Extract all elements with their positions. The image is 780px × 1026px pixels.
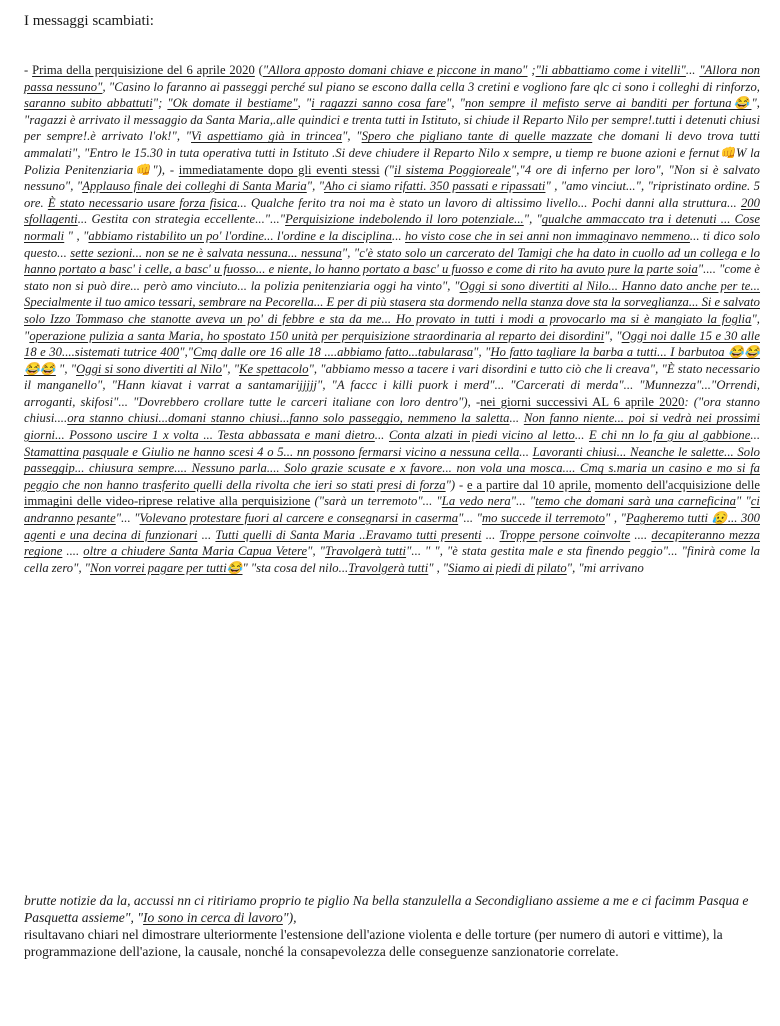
text-segment: Non vorrei pagare per tutti😂 bbox=[90, 560, 243, 575]
text-segment: ho visto cose che in sei anni non immaginavo nemmeno bbox=[405, 228, 690, 243]
text-segment: " , " bbox=[64, 228, 89, 243]
messages-paragraph bbox=[24, 62, 760, 576]
text-segment: sette sezioni... non se ne è salvata nessuna... nessuna bbox=[70, 245, 342, 260]
text-segment: abbiamo ristabilito un po' l'ordine... l'ordine e la disciplina bbox=[88, 228, 393, 243]
text-segment: "li abbattiamo come i vitelli" bbox=[535, 63, 686, 77]
text-segment: temo che domani sarà una carneficina bbox=[535, 494, 736, 509]
text-segment: , " bbox=[297, 96, 312, 111]
text-segment: ... bbox=[197, 527, 216, 542]
text-segment: Oggi noi dalle 15 e 30 alle 18 e 30....sistemati tutrice 400 bbox=[24, 328, 760, 360]
text-segment: Spero che pigliano tante di quelle mazzate bbox=[361, 129, 593, 144]
text-segment: Volevano protestare fuori al carcere e consegnarsi in caserma bbox=[139, 511, 459, 526]
text-segment: "... " bbox=[115, 511, 140, 526]
text-segment: ", " bbox=[473, 345, 491, 360]
text-segment: Vi aspettiamo già in trincea bbox=[191, 129, 343, 144]
text-segment: c'è stato solo un carcerato del Tamigi che ha dato in cuollo ad un collega e lo hanno portato a basc' i celle, a basc' u fuosso... e niente, lo hanno portato a basc' u fuosso e come di rito ha avuto pure la parte soia bbox=[24, 245, 760, 277]
text-segment: ... bbox=[574, 428, 590, 443]
text-segment: " , " bbox=[428, 560, 449, 575]
text-segment: Travolgerà tutti bbox=[325, 544, 407, 559]
text-segment: saranno subito abbattuti bbox=[24, 96, 153, 111]
text-segment: Io sono in cerca di lavoro bbox=[143, 910, 283, 925]
closing-paragraph bbox=[24, 892, 764, 960]
text-segment: ", " bbox=[523, 212, 542, 227]
text-segment: decapiteranno mezza regione bbox=[24, 527, 761, 559]
text-segment: "... " ", "è stata gestita male e sta finendo peggio"... "finirà come la cella zero", " bbox=[24, 544, 761, 575]
text-segment: ", " bbox=[306, 179, 325, 194]
text-segment: ", " bbox=[221, 361, 240, 376]
text-segment: Tutti quelli di Santa Maria ..Eravamo tutti presenti bbox=[215, 527, 482, 542]
text-segment: È stato necessario usare forza fisica bbox=[47, 195, 238, 210]
text-segment: ", " bbox=[446, 96, 466, 111]
text-segment: ... bbox=[481, 527, 500, 542]
text-segment: nei giorni successivi AL 6 aprile 2020 bbox=[480, 394, 685, 409]
text-segment: Travolgerà tutti bbox=[348, 560, 429, 575]
text-segment: .... bbox=[630, 527, 652, 542]
section-heading: I messaggi scambiati: bbox=[24, 13, 154, 29]
text-segment: ... bbox=[750, 428, 761, 443]
text-segment: "; bbox=[152, 96, 168, 111]
text-segment: momento dell'acquisizione delle immagini delle video-riprese relative alla perquisizione bbox=[24, 477, 761, 509]
text-segment: ... bbox=[392, 228, 406, 243]
text-segment: brutte notizie da la, accussi nn ci ritiriamo proprio te piglio Na bella stanzulella a Secondigliano assieme a me e ci facimm Pasqua e Pasquetta assieme", " bbox=[24, 893, 749, 925]
text-segment: ora stanno chiusi...domani stanno chiusi...fanno solo passeggio, nemmeno la saletta bbox=[67, 411, 510, 426]
text-segment: immediatamente dopo gli eventi stessi bbox=[178, 162, 380, 177]
text-segment: Siamo ai piedi di pilato bbox=[448, 560, 567, 575]
text-segment: Cmq dalle ore 16 alle 18 ....abbiamo fatto...tabularasa bbox=[193, 345, 474, 360]
text-segment: mo succede il terremoto bbox=[481, 511, 605, 526]
text-segment: ", "ragazzi è arrivato il messaggio da Santa Maria,.alle quindici e trenta tutti in Istituto, si chiude il Reparto Nilo per sempre!.tutti i detenuti chiusi per sempre!.è arrivato l'ok!", " bbox=[24, 96, 760, 144]
text-segment: che domani li devo trova tutti ammalati", "Entro le 15.30 in tuta operativa tutti in Istituto .Si deve chiudere il Reparto Nilo x sempre, u tiemp re buone azioni e fernut👊W la Polizia Penitenziaria👊"), - bbox=[24, 129, 760, 177]
text-segment: Lavoranti chiusi... Neanche le salette... Solo passeggip... chiusura sempre.... Nessuno parla.... Solo grazie scusate e x favore... non vola una mosca.... Cmq s.maria un casino e mo si fa peggio che non hanno trasferito quelli della rivolta che ieri so stati presi di forza bbox=[24, 444, 761, 492]
text-segment: " , " bbox=[605, 511, 626, 526]
text-segment: ... bbox=[519, 444, 533, 459]
text-segment: non sempre il mefisto serve ai banditi per fortuna😂 bbox=[465, 96, 752, 111]
text-segment: ( bbox=[254, 63, 263, 77]
text-segment: - bbox=[24, 63, 33, 77]
text-segment: "Allora non passa nessuno" bbox=[24, 63, 761, 94]
text-segment: ... Gestita con strategia eccellente..."..." bbox=[77, 212, 286, 227]
text-segment: i ragazzi sanno cosa fare bbox=[311, 96, 447, 111]
text-segment: " , "amo vinciut...", "ripristinato ordine. 5 ore. bbox=[24, 179, 760, 210]
text-segment: Oggi si sono divertiti al Nilo bbox=[76, 361, 222, 376]
text-segment: , "Casino lo faranno ai passeggi perché sul piano se escono dalla cella 3 cretini e vogliono fare qlc ci sono i colleghi di rinforzo, bbox=[102, 79, 760, 94]
text-segment: ", " bbox=[342, 129, 362, 144]
text-segment: ... Qualche ferito tra noi ma è stato un lavoro di altissimo livello... Pochi danni alla struttura... bbox=[237, 195, 741, 210]
text-segment: Ke spettacolo bbox=[239, 361, 309, 376]
text-segment: Pagheremo tutti 😥... 300 agenti e una decina di funzionari bbox=[24, 511, 760, 542]
text-segment: Troppe persone coinvolte bbox=[499, 527, 631, 542]
text-segment: ") - bbox=[445, 477, 468, 492]
text-segment: : ("ora stanno chiusi.... bbox=[24, 394, 760, 426]
text-segment: Oggi si sono divertiti al Nilo... Hanno dato anche per te... Specialmente il tuo amico tessari, sembrare na Pecorella... E per di più stasera sta dormendo nella stanza dove sta la sorveglianza... Si e salvato solo Izzo Tommaso che stanotte aveva un po' di febbre e sta da me... Ho provato in tutti i modi a provocarlo ma si è mangiato la foglia bbox=[24, 278, 761, 326]
text-segment: oltre a chiudere Santa Maria Capua Vetere bbox=[83, 544, 308, 559]
text-segment: operazione pulizia a santa Maria, ho spostato 150 unità per perquisizione straordinaria al reparto dei disordini bbox=[29, 328, 605, 343]
text-segment: "," bbox=[179, 345, 194, 360]
text-segment: "... " bbox=[510, 494, 536, 509]
text-segment: Non fanno niente... poi si vedrà nei prossimi giorni... Possono uscire 1 x volta ... Testa abbassata e mani dietro bbox=[24, 411, 760, 443]
text-segment: il sistema Poggioreale bbox=[393, 162, 511, 177]
text-segment: ", " bbox=[604, 328, 622, 343]
text-segment: ".... "come è stato non si può dire... però amo vinciuto... la polizia penitenziaria oggi ha vinto", " bbox=[24, 262, 760, 293]
text-segment: (" bbox=[379, 162, 394, 177]
text-segment: " "sta cosa del nilo... bbox=[242, 560, 349, 575]
text-segment: ... bbox=[374, 428, 389, 443]
text-segment: Ho fatto tagliare la barba a tutti... I barbutoa 😂😂😂😂 bbox=[24, 345, 761, 376]
text-segment: ", "abbiamo messo a tacere i vari disordini e tutto ciò che li creava", "È stato necessario il manganello", "Hann kiavat i varrat a santamarijjjjj", "A faccc i killi puork i merd"... "Carcerati di merda"... "Munnezza"..."Orrendi, arroganti, skifosi"... "Dovrebbero crollare tutte le carceri italiane con loro dentro"), - bbox=[24, 361, 761, 409]
text-segment: E chi nn lo fa giu al gabbione bbox=[589, 428, 751, 443]
text-segment: ", " bbox=[307, 544, 326, 559]
text-segment: 200 sfollagenti bbox=[24, 195, 760, 227]
text-segment: "... " bbox=[458, 511, 482, 526]
text-segment: risultavano chiari nel dimostrare ulteriormente l'estensione dell'azione violenta e delle torture (per numero di autori e vittime), la programmazione dell'azione, la causale, nonché la consapevolezza delle conseguenze sanzionatorie correlate. bbox=[24, 927, 723, 959]
text-segment: Conta alzati in piedi vicino al letto bbox=[388, 428, 575, 443]
text-segment: ... ti dico solo questo... bbox=[24, 228, 760, 260]
text-segment: ; bbox=[527, 63, 536, 77]
text-segment: Perquisizione indebolendo il loro potenziale... bbox=[285, 212, 524, 227]
text-segment: Applauso finale dei colleghi di Santa Maria bbox=[82, 179, 307, 194]
text-segment: ", "mi arrivano bbox=[566, 560, 644, 575]
text-segment: "Allora apposto domani chiave e piccone in mano" bbox=[262, 63, 528, 77]
text-segment: "), bbox=[282, 910, 297, 925]
text-segment: La vedo nera bbox=[441, 494, 511, 509]
text-segment: ... bbox=[685, 63, 700, 77]
text-segment: ", " bbox=[24, 311, 760, 343]
text-segment: Prima della perquisizione del 6 aprile 2020 bbox=[32, 63, 255, 77]
text-segment: ... bbox=[509, 411, 524, 426]
text-segment: e a partire dal 10 aprile, bbox=[467, 477, 591, 492]
text-segment: Stamattina pasquale e Giulio ne hanno scesi 4 o 5... nn possono fermarsi vicino a nessuna cella bbox=[24, 444, 520, 459]
text-segment: ci andranno pesante bbox=[24, 494, 760, 526]
text-segment: ", " bbox=[341, 245, 360, 260]
text-segment: " " bbox=[735, 494, 751, 509]
text-segment: ","4 ore di inferno per loro", "Non si è salvato nessuno", " bbox=[24, 162, 760, 194]
text-segment: Aho ci siamo rifatti. 350 passati e ripassati bbox=[324, 179, 546, 194]
text-segment: ("sarà un terremoto"... " bbox=[310, 494, 442, 509]
text-segment: .... bbox=[62, 544, 84, 559]
text-segment: qualche ammaccato tra i detenuti ... Cose normali bbox=[24, 212, 760, 243]
text-segment: ", " bbox=[55, 361, 77, 376]
text-segment: "Ok domate il bestiame" bbox=[167, 96, 298, 111]
